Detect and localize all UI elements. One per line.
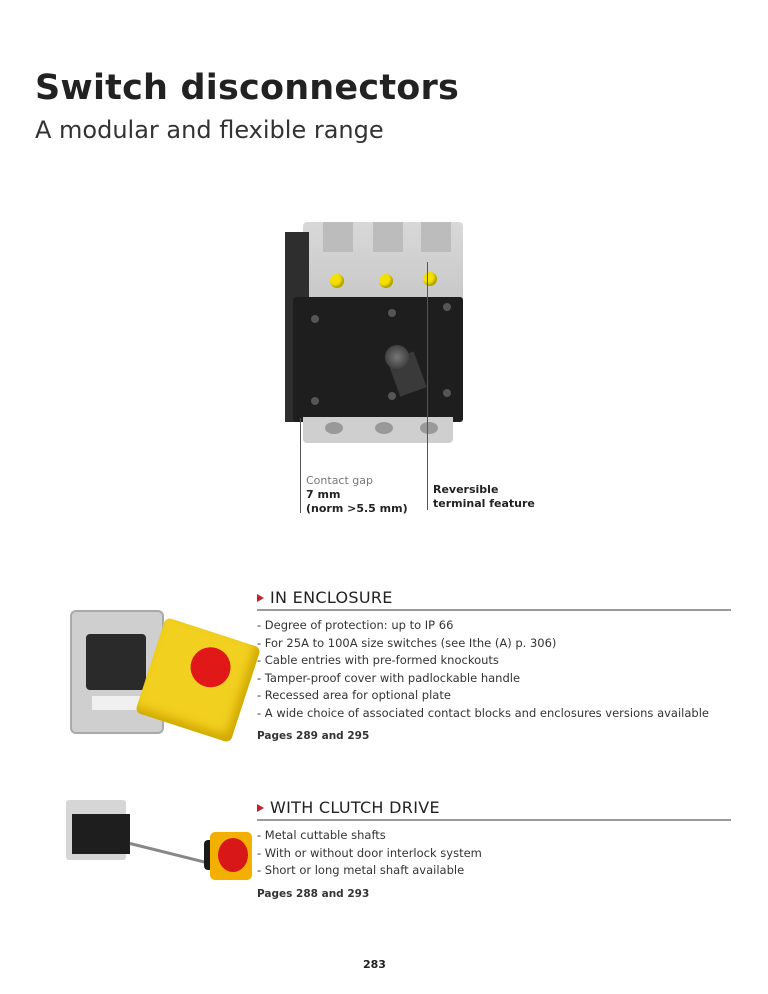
feature-list: [257, 827, 731, 880]
switch-disconnector-image: [285, 222, 465, 442]
rotary-shaft: [385, 345, 409, 369]
callout-value: 7 mm: [306, 488, 341, 501]
arrow-right-icon: [257, 804, 264, 812]
terminal-screw: [423, 272, 437, 286]
callout-label: Contact gap: [306, 474, 373, 487]
page-title: Switch disconnectors: [35, 68, 459, 108]
reversible-terminal-callout: [433, 483, 535, 511]
section-heading: [257, 588, 731, 611]
list-item: - A wide choice of associated contact blocks and enclosures versions available: [257, 705, 709, 720]
terminal-screw: [330, 274, 344, 288]
callout-line: terminal feature: [433, 497, 535, 510]
enclosure-product-image: [60, 600, 250, 740]
section-heading: [257, 798, 731, 821]
list-item: - Metal cuttable shafts: [257, 828, 386, 842]
list-item: - Tamper-proof cover with padlockable handle: [257, 670, 521, 685]
list-item: - With or without door interlock system: [257, 845, 482, 860]
list-item: - Recessed area for optional plate: [257, 688, 451, 702]
section-in-enclosure: [257, 588, 731, 742]
red-handle: [185, 642, 235, 692]
yellow-red-handle: [210, 832, 252, 880]
product-top-housing: [303, 222, 463, 302]
page-subtitle: A modular and flexible range: [35, 116, 384, 144]
list-item: - Degree of protection: up to IP 66: [257, 618, 454, 632]
section-heading-text: WITH CLUTCH DRIVE: [270, 798, 440, 817]
callout-note: (norm >5.5 mm): [306, 502, 408, 515]
page-number: 283: [363, 958, 386, 971]
section-heading-text: IN ENCLOSURE: [270, 588, 393, 607]
product-body: [293, 297, 463, 422]
arrow-right-icon: [257, 594, 264, 602]
leader-line: [300, 418, 301, 513]
feature-list: [257, 617, 731, 722]
list-item: - For 25A to 100A size switches (see Ithe (A) p. 306): [257, 635, 557, 650]
contact-gap-callout: [306, 474, 408, 516]
metal-shaft: [130, 842, 208, 864]
list-item: - Short or long metal shaft available: [257, 863, 465, 877]
list-item: - Cable entries with pre-formed knockouts: [257, 653, 499, 667]
terminal-screw: [379, 274, 393, 288]
clutch-drive-product-image: [60, 790, 250, 890]
page-reference: Pages 288 and 293: [257, 887, 370, 900]
callout-line: Reversible: [433, 483, 499, 496]
section-with-clutch-drive: [257, 798, 731, 900]
page-reference: Pages 289 and 295: [257, 730, 370, 742]
leader-line: [427, 262, 428, 510]
